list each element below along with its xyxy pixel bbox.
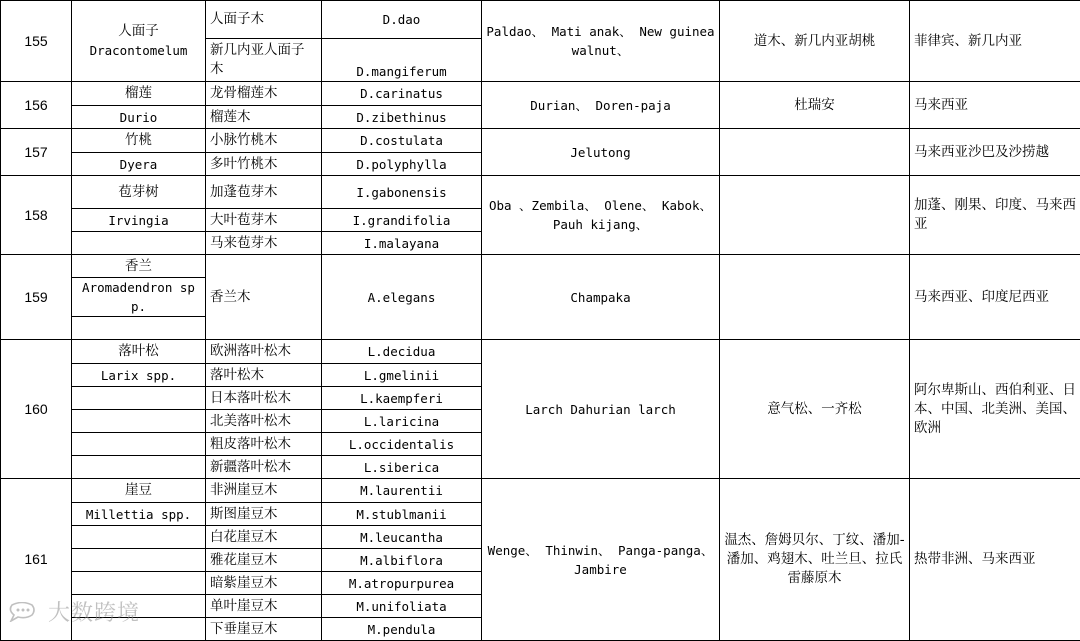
species-lat: M.stublmanii bbox=[322, 503, 482, 526]
genus-lat: Aromadendron spp. bbox=[72, 278, 206, 317]
species-cn: 日本落叶松木 bbox=[206, 387, 322, 410]
species-lat: D.polyphylla bbox=[322, 153, 482, 176]
species-cn: 大叶苞芽木 bbox=[206, 209, 322, 232]
origin: 菲律宾、新几内亚 bbox=[910, 1, 1080, 82]
empty-cell bbox=[72, 595, 206, 618]
genus-cn: 榴莲 bbox=[72, 82, 206, 106]
species-cn: 白花崖豆木 bbox=[206, 526, 322, 549]
genus-lat: Dyera bbox=[72, 153, 206, 176]
row-number: 160 bbox=[1, 340, 72, 479]
species-cn: 新疆落叶松木 bbox=[206, 456, 322, 479]
species-lat: M.atropurpurea bbox=[322, 572, 482, 595]
species-lat: D.zibethinus bbox=[322, 106, 482, 129]
trade-names: Champaka bbox=[482, 255, 720, 340]
origin: 热带非洲、马来西亚 bbox=[910, 479, 1080, 641]
origin: 阿尔卑斯山、西伯利亚、日本、中国、北美洲、美国、欧洲 bbox=[910, 340, 1080, 479]
table-row bbox=[1, 340, 1080, 364]
empty-cell bbox=[72, 572, 206, 595]
species-cn: 非洲崖豆木 bbox=[206, 479, 322, 503]
species-cn: 新几内亚人面子木 bbox=[206, 39, 322, 82]
trade-names: Durian、 Doren-paja bbox=[482, 82, 720, 129]
row-number: 161 bbox=[1, 479, 72, 641]
table-row bbox=[1, 255, 1080, 278]
table-row bbox=[1, 82, 1080, 106]
empty-cell bbox=[72, 232, 206, 255]
species-cn: 暗紫崖豆木 bbox=[206, 572, 322, 595]
genus-cn: 苞芽树 bbox=[72, 176, 206, 209]
alias bbox=[720, 129, 910, 176]
species-cn: 小脉竹桃木 bbox=[206, 129, 322, 153]
empty-cell bbox=[72, 549, 206, 572]
trade-names: Wenge、 Thinwin、 Panga-panga、 Jambire bbox=[482, 479, 720, 641]
row-number: 158 bbox=[1, 176, 72, 255]
row-number: 156 bbox=[1, 82, 72, 129]
empty-cell bbox=[72, 526, 206, 549]
genus-lat: Irvingia bbox=[72, 209, 206, 232]
species-lat: D.carinatus bbox=[322, 82, 482, 106]
species-lat: M.leucantha bbox=[322, 526, 482, 549]
empty-cell bbox=[72, 317, 206, 340]
species-lat: L.occidentalis bbox=[322, 433, 482, 456]
alias bbox=[720, 255, 910, 340]
species-cn: 下垂崖豆木 bbox=[206, 618, 322, 641]
table-row bbox=[1, 129, 1080, 153]
species-lat: M.albiflora bbox=[322, 549, 482, 572]
species-cn: 加蓬苞芽木 bbox=[206, 176, 322, 209]
alias: 温杰、詹姆贝尔、丁纹、潘加-潘加、鸡翅木、吐兰旦、拉氏雷藤原木 bbox=[720, 479, 910, 641]
species-lat: I.grandifolia bbox=[322, 209, 482, 232]
alias bbox=[720, 176, 910, 255]
empty-cell bbox=[72, 456, 206, 479]
origin: 马来西亚 bbox=[910, 82, 1080, 129]
empty-cell bbox=[72, 387, 206, 410]
species-cn: 人面子木 bbox=[206, 1, 322, 39]
species-cn: 榴莲木 bbox=[206, 106, 322, 129]
species-lat: D.costulata bbox=[322, 129, 482, 153]
species-cn: 龙骨榴莲木 bbox=[206, 82, 322, 106]
origin: 马来西亚、印度尼西亚 bbox=[910, 255, 1080, 340]
genus-cn: 香兰 bbox=[72, 255, 206, 278]
trade-names: Larch Dahurian larch bbox=[482, 340, 720, 479]
species-lat: D.mangiferum bbox=[322, 39, 482, 82]
alias: 杜瑞安 bbox=[720, 82, 910, 129]
species-cn: 香兰木 bbox=[206, 255, 322, 340]
row-number: 155 bbox=[1, 1, 72, 82]
species-cn: 马来苞芽木 bbox=[206, 232, 322, 255]
trade-names: Jelutong bbox=[482, 129, 720, 176]
empty-cell bbox=[72, 410, 206, 433]
species-cn: 单叶崖豆木 bbox=[206, 595, 322, 618]
trade-names: Oba 、Zembila、 Olene、 Kabok、 Pauh kijang、 bbox=[482, 176, 720, 255]
species-cn: 落叶松木 bbox=[206, 364, 322, 387]
species-lat: I.gabonensis bbox=[322, 176, 482, 209]
alias: 意气松、一齐松 bbox=[720, 340, 910, 479]
genus-cn: 竹桃 bbox=[72, 129, 206, 153]
watermark-text: 大数跨境 bbox=[48, 601, 140, 626]
genus-lat: Dracontomelum bbox=[76, 41, 201, 60]
origin: 马来西亚沙巴及沙捞越 bbox=[910, 129, 1080, 176]
species-lat: M.unifoliata bbox=[322, 595, 482, 618]
origin: 加蓬、刚果、印度、马来西亚 bbox=[910, 176, 1080, 255]
species-lat: L.siberica bbox=[322, 456, 482, 479]
empty-cell bbox=[72, 433, 206, 456]
row-number: 157 bbox=[1, 129, 72, 176]
trade-names: Paldao、 Mati anak、 New guinea walnut、 bbox=[482, 1, 720, 82]
species-lat: M.pendula bbox=[322, 618, 482, 641]
species-lat: I.malayana bbox=[322, 232, 482, 255]
species-lat: L.laricina bbox=[322, 410, 482, 433]
genus-cn: 崖豆 bbox=[72, 479, 206, 503]
empty-cell bbox=[72, 618, 206, 641]
species-lat: L.kaempferi bbox=[322, 387, 482, 410]
species-lat: A.elegans bbox=[322, 255, 482, 340]
species-lat: M.laurentii bbox=[322, 479, 482, 503]
species-lat: L.gmelinii bbox=[322, 364, 482, 387]
species-cn: 多叶竹桃木 bbox=[206, 153, 322, 176]
species-cn: 北美落叶松木 bbox=[206, 410, 322, 433]
table-row bbox=[1, 479, 1080, 503]
genus-cell bbox=[72, 1, 206, 82]
species-cn: 斯图崖豆木 bbox=[206, 503, 322, 526]
species-cn: 粗皮落叶松木 bbox=[206, 433, 322, 456]
species-lat: L.decidua bbox=[322, 340, 482, 364]
genus-cn: 人面子 bbox=[76, 22, 201, 41]
alias: 道木、新几内亚胡桃 bbox=[720, 1, 910, 82]
row-number: 159 bbox=[1, 255, 72, 340]
genus-lat: Durio bbox=[72, 106, 206, 129]
genus-lat: Larix spp. bbox=[72, 364, 206, 387]
species-cn: 雅花崖豆木 bbox=[206, 549, 322, 572]
species-cn: 欧洲落叶松木 bbox=[206, 340, 322, 364]
table-row bbox=[1, 1, 1080, 39]
species-lat: D.dao bbox=[322, 1, 482, 39]
table-row bbox=[1, 176, 1080, 209]
genus-cn: 落叶松 bbox=[72, 340, 206, 364]
genus-lat: Millettia spp. bbox=[72, 503, 206, 526]
